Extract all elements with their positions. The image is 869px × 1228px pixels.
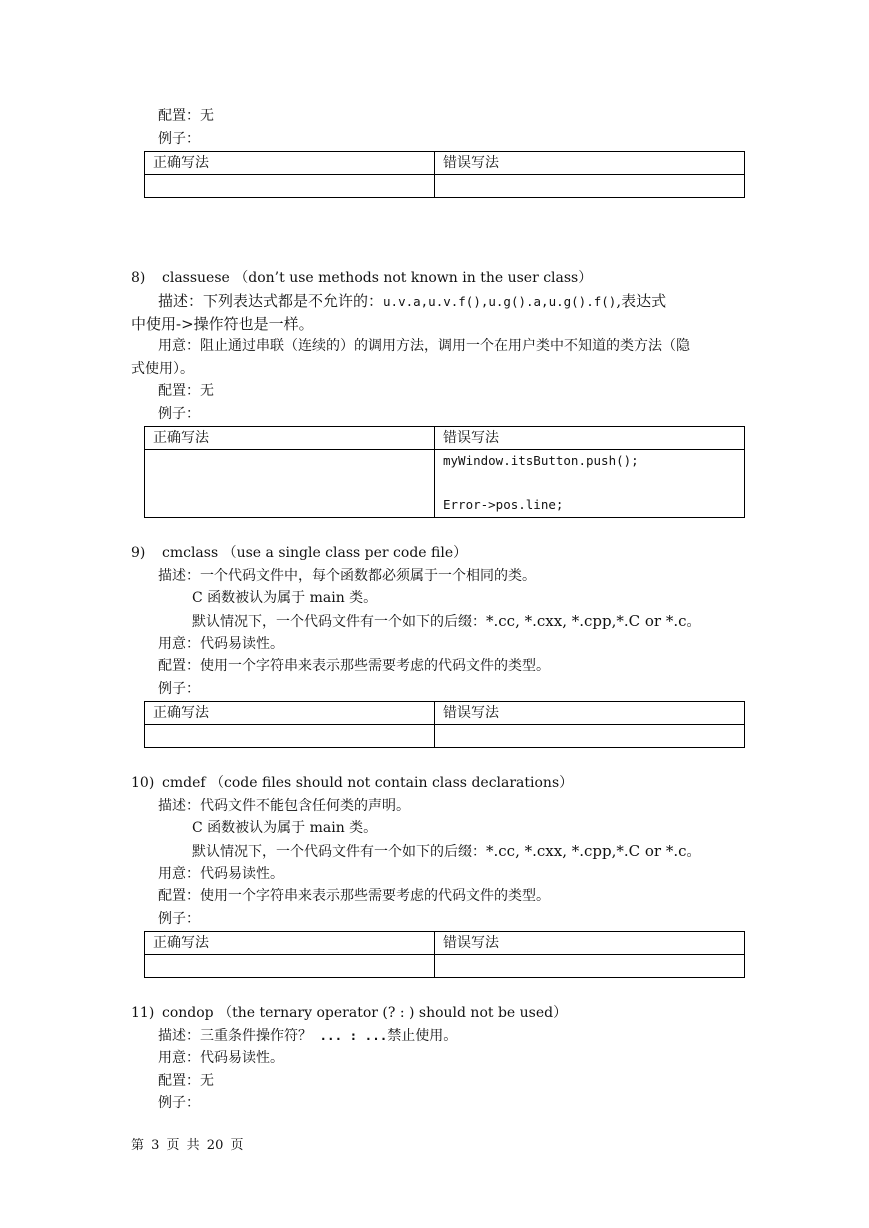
correct-cell xyxy=(145,955,435,978)
rule8-config: 配置：无 xyxy=(158,383,214,399)
rule9-heading xyxy=(131,543,467,563)
rule8-desc-prefix: 描述：下列表达式都是不允许的： xyxy=(158,292,384,310)
wrong-code-line-1: myWindow.itsButton.push(); xyxy=(443,453,639,468)
page-footer: 第 3 页 共 20 页 xyxy=(131,1138,244,1153)
rule9-sub2-suffixes: *.cc, *.cxx, *.cpp,*.C or *.c xyxy=(486,612,687,630)
rule11-heading xyxy=(131,1003,567,1023)
rule11-example: 例子： xyxy=(158,1095,200,1111)
rule10-sub2-end: 。 xyxy=(686,844,701,860)
rule8-purpose-line1: 用意：阻止通过串联（连续的）的调用方法，调用一个在用户类中不知道的类方法（隐 xyxy=(158,338,690,354)
table-row xyxy=(145,427,745,450)
rule9-example: 例子： xyxy=(158,681,200,697)
wrong-cell xyxy=(435,450,745,518)
rule10-sub2-suffixes: *.cc, *.cxx, *.cpp,*.C or *.c xyxy=(486,842,687,860)
table-row xyxy=(145,175,745,198)
blank-code-line xyxy=(443,472,736,494)
rule8-desc-code: u.v.a,u.v.f(),u.g().a,u.g().f() xyxy=(383,294,617,309)
rule8-number: 8) xyxy=(131,270,146,286)
example-table-rule8 xyxy=(144,426,745,518)
rule8-purpose-line2: 式使用）。 xyxy=(131,361,194,377)
wrong-cell xyxy=(435,725,745,748)
table-row xyxy=(145,932,745,955)
rule11-desc-code: ... : ... xyxy=(312,1028,388,1043)
rule9-desc-sub2 xyxy=(192,611,701,632)
wrong-header: 错误写法 xyxy=(435,152,745,175)
top-example: 例子： xyxy=(158,131,200,147)
rule9-title: cmclass （use a single class per code file） xyxy=(162,545,468,561)
rule11-config: 配置：无 xyxy=(158,1073,214,1089)
rule10-example: 例子： xyxy=(158,911,200,927)
table-row xyxy=(145,725,745,748)
rule11-number: 11) xyxy=(131,1005,155,1021)
correct-cell xyxy=(145,175,435,198)
table-row xyxy=(145,450,745,518)
correct-header: 正确写法 xyxy=(145,152,435,175)
rule10-desc-sub1: C 函数被认为属于 main 类。 xyxy=(192,820,378,836)
rule8-example: 例子： xyxy=(158,406,200,422)
rule10-sub2-prefix: 默认情况下，一个代码文件有一个如下的后缀： xyxy=(192,844,486,860)
example-table-rule9 xyxy=(144,701,745,748)
rule8-desc-line2: 中使用->操作符也是一样。 xyxy=(131,315,314,333)
correct-header: 正确写法 xyxy=(145,702,435,725)
wrong-code-line-2: Error->pos.line; xyxy=(443,497,564,512)
table-row xyxy=(145,955,745,978)
example-table-rule10 xyxy=(144,931,745,978)
rule10-purpose: 用意：代码易读性。 xyxy=(158,866,284,882)
rule10-description: 描述：代码文件不能包含任何类的声明。 xyxy=(158,798,410,814)
rule9-sub2-end: 。 xyxy=(686,614,701,630)
correct-header: 正确写法 xyxy=(145,932,435,955)
rule8-desc-suffix: ,表达式 xyxy=(616,292,667,310)
rule11-desc-prefix: 描述：三重条件操作符？ xyxy=(158,1028,312,1044)
rule10-title: cmdef （code files should not contain class declarations） xyxy=(162,775,574,791)
rule10-heading xyxy=(131,773,573,793)
rule11-description xyxy=(158,1026,457,1046)
rule8-title: classuese （don’t use methods not known in the user class） xyxy=(162,270,593,286)
wrong-header: 错误写法 xyxy=(435,932,745,955)
table-row xyxy=(145,152,745,175)
wrong-header: 错误写法 xyxy=(435,702,745,725)
rule9-description: 描述：一个代码文件中，每个函数都必须属于一个相同的类。 xyxy=(158,568,536,584)
rule9-sub2-prefix: 默认情况下，一个代码文件有一个如下的后缀： xyxy=(192,614,486,630)
correct-header: 正确写法 xyxy=(145,427,435,450)
rule11-title: condop （the ternary operator (? : ) should not be used） xyxy=(162,1005,568,1021)
rule9-config: 配置：使用一个字符串来表示那些需要考虑的代码文件的类型。 xyxy=(158,658,550,674)
rule9-desc-sub1: C 函数被认为属于 main 类。 xyxy=(192,590,378,606)
rule11-purpose: 用意：代码易读性。 xyxy=(158,1050,284,1066)
rule9-number: 9) xyxy=(131,545,146,561)
top-config: 配置：无 xyxy=(158,108,214,124)
example-table-top xyxy=(144,151,745,198)
correct-cell xyxy=(145,450,435,518)
wrong-header: 错误写法 xyxy=(435,427,745,450)
wrong-cell xyxy=(435,955,745,978)
rule10-number: 10) xyxy=(131,775,155,791)
table-row xyxy=(145,702,745,725)
rule8-description xyxy=(158,291,666,312)
rule9-purpose: 用意：代码易读性。 xyxy=(158,636,284,652)
correct-cell xyxy=(145,725,435,748)
rule11-desc-suffix: 禁止使用。 xyxy=(387,1028,458,1044)
wrong-cell xyxy=(435,175,745,198)
rule10-config: 配置：使用一个字符串来表示那些需要考虑的代码文件的类型。 xyxy=(158,888,550,904)
rule8-heading xyxy=(131,268,592,288)
rule10-desc-sub2 xyxy=(192,841,701,862)
